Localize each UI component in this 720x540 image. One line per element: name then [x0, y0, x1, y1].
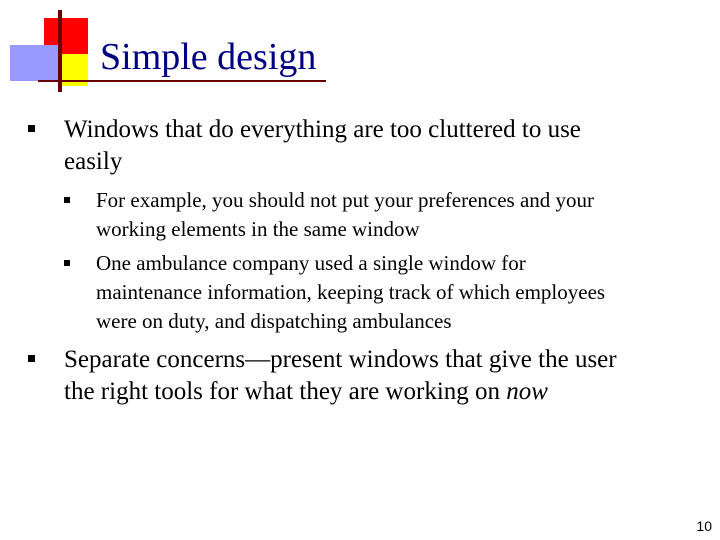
page-number: 10	[696, 518, 712, 534]
sub-bullet-1-line-1: For example, you should not put your preferences and your	[96, 188, 595, 212]
sub-bullet-2-line-2: maintenance information, keeping track of which employees	[96, 280, 606, 304]
bullet-marker-2	[28, 355, 35, 362]
sub-bullet-1-line-2: working elements in the same window	[96, 217, 420, 241]
bullet-1-line-2: easily	[64, 148, 123, 175]
logo-blue-block	[10, 45, 60, 81]
bullet-2-line-2-text: the right tools for what they are working on	[64, 378, 507, 405]
decorative-color-blocks-logo	[0, 0, 100, 100]
emphasis-now: now	[506, 378, 548, 405]
sub-bullet-marker-1	[64, 197, 70, 203]
bullet-1-line-1: Windows that do everything are too cluttered to use	[64, 116, 581, 143]
bullet-2-line-1: Separate concerns—present windows that give the user	[64, 346, 617, 373]
sub-bullet-2-line-3: were on duty, and dispatching ambulances	[96, 309, 452, 333]
slide-title: Simple design	[100, 36, 317, 78]
bullet-marker-1	[28, 125, 35, 132]
sub-bullet-marker-2	[64, 260, 70, 266]
title-underline	[38, 80, 326, 82]
bullet-2-line-2	[64, 376, 548, 408]
sub-bullet-2-line-1: One ambulance company used a single window for	[96, 251, 526, 275]
